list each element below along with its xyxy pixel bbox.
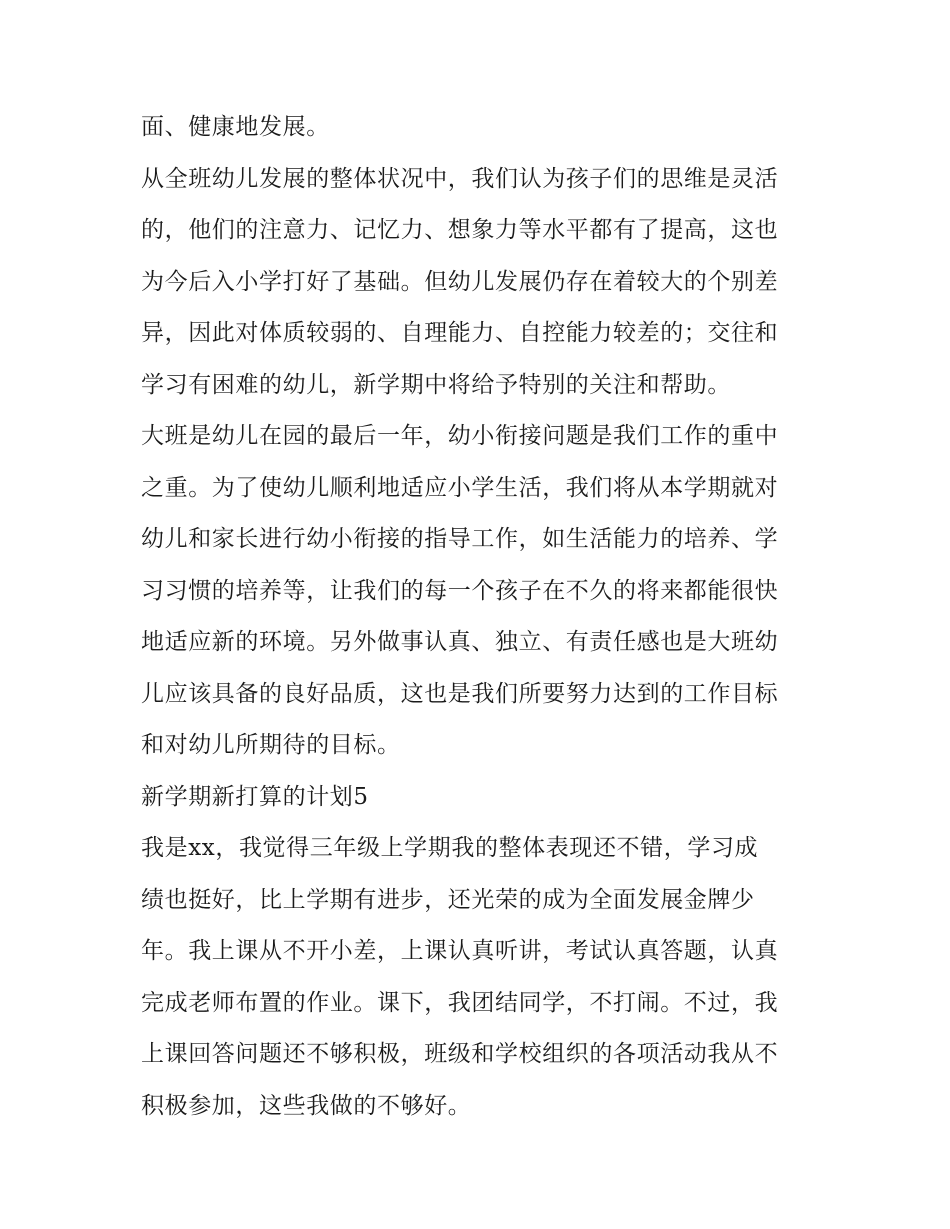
text-line: 年。我上课从不开小差，上课认真听讲，考试认真答题，认真 (141, 938, 779, 964)
text-line: 异，因此对体质较弱的、自理能力、自控能力较差的；交往和 (141, 320, 779, 346)
text-line: 积极参加，这些我做的不够好。 (141, 1092, 472, 1119)
text-line: 习习惯的培养等，让我们的每一个孩子在不久的将来都能很快 (141, 577, 779, 604)
text-line: 幼儿和家长进行幼小衔接的指导工作，如生活能力的培养、学 (141, 526, 779, 552)
text-line: 绩也挺好，比上学期有进步，还光荣的成为全面发展金牌少 (141, 886, 755, 913)
section-heading: 新学期新打算的计划5 (141, 783, 369, 810)
text-line: 的，他们的注意力、记忆力、想象力等水平都有了提高，这也 (141, 217, 779, 243)
text-line: 上课回答问题还不够积极，班级和学校组织的各项活动我从不 (141, 1041, 779, 1067)
text-line: 大班是幼儿在园的最后一年，幼小衔接问题是我们工作的重中 (141, 423, 779, 449)
text-line: 儿应该具备的良好品质，这也是我们所要努力达到的工作目标 (141, 680, 779, 707)
document-page (141, 102, 816, 1132)
text-line: 和对幼儿所期待的目标。 (141, 732, 401, 758)
text-line: 地适应新的环境。另外做事认真、独立、有责任感也是大班幼 (141, 629, 779, 655)
text-line: 完成老师布置的作业。课下，我团结同学，不打闹。不过，我 (141, 989, 779, 1016)
text-line: 面、健康地发展。 (141, 114, 330, 140)
text-line: 从全班幼儿发展的整体状况中，我们认为孩子们的思维是灵活 (141, 165, 779, 192)
text-line: 为今后入小学打好了基础。但幼儿发展仍存在着较大的个别差 (141, 268, 779, 295)
text-line: 学习有困难的幼儿，新学期中将给予特别的关注和帮助。 (141, 371, 731, 398)
text-line: 我是xx，我觉得三年级上学期我的整体表现还不错，学习成 (141, 835, 759, 861)
text-line: 之重。为了使幼儿顺利地适应小学生活，我们将从本学期就对 (141, 474, 779, 501)
